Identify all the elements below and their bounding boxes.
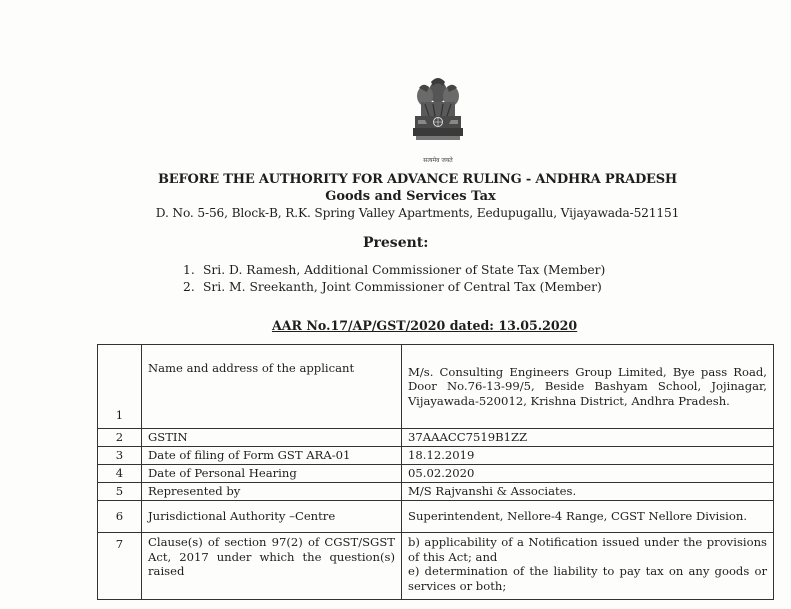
member-item	[183, 279, 605, 296]
row-label: Date of filing of Form GST ARA-01	[142, 447, 402, 465]
row-value	[402, 533, 774, 600]
table-row	[98, 447, 774, 465]
table-row	[98, 483, 774, 501]
national-emblem-icon	[403, 72, 473, 154]
row-value: 37AAACC7519B1ZZ	[402, 429, 774, 447]
row-value-line: e) determination of the liability to pay tax on any goods or services or both;	[408, 564, 767, 593]
row-label: Name and address of the applicant	[142, 345, 402, 429]
ruling-number: AAR No.17/AP/GST/2020 dated: 13.05.2020	[272, 318, 578, 333]
row-serial: 5	[98, 483, 142, 501]
table-row	[98, 501, 774, 533]
present-heading: Present:	[363, 235, 429, 251]
row-serial: 4	[98, 465, 142, 483]
members-list	[183, 262, 605, 296]
row-value-line: b) applicability of a Notification issued under the provisions of this Act; and	[408, 535, 767, 564]
member-name: Sri. D. Ramesh, Additional Commissioner of State Tax (Member)	[203, 263, 606, 277]
row-serial: 3	[98, 447, 142, 465]
row-value: M/s. Consulting Engineers Group Limited, Bye pass Road, Door No.76-13-99/5, Beside Bashyam School, Jojinagar, Vijayawada-520012, Krishna District, Andhra Pradesh.	[402, 345, 774, 429]
authority-address: D. No. 5-56, Block-B, R.K. Spring Valley Apartments, Eedupugallu, Vijayawada-521151	[155, 206, 680, 220]
row-label: GSTIN	[142, 429, 402, 447]
authority-subtitle: Goods and Services Tax	[325, 189, 496, 204]
row-label: Clause(s) of section 97(2) of CGST/SGST Act, 2017 under which the question(s) raised	[142, 533, 402, 600]
table-row	[98, 429, 774, 447]
row-label: Date of Personal Hearing	[142, 465, 402, 483]
member-name: Sri. M. Sreekanth, Joint Commissioner of Central Tax (Member)	[203, 280, 602, 294]
table-row	[98, 465, 774, 483]
member-number: 2.	[183, 280, 195, 294]
table-row	[98, 533, 774, 600]
row-value: 05.02.2020	[402, 465, 774, 483]
row-serial: 1	[98, 345, 142, 429]
row-value: 18.12.2019	[402, 447, 774, 465]
member-item	[183, 262, 605, 279]
row-serial: 6	[98, 501, 142, 533]
national-emblem	[403, 72, 473, 164]
member-number: 1.	[183, 263, 195, 277]
emblem-motto: सत्यमेव जयते	[423, 157, 453, 164]
row-value: M/S Rajvanshi & Associates.	[402, 483, 774, 501]
row-label: Represented by	[142, 483, 402, 501]
table-row	[98, 345, 774, 429]
authority-title: BEFORE THE AUTHORITY FOR ADVANCE RULING - ANDHRA PRADESH	[157, 172, 678, 187]
row-label: Jurisdictional Authority –Centre	[142, 501, 402, 533]
row-serial: 2	[98, 429, 142, 447]
row-serial: 7	[98, 533, 142, 600]
applicant-details-table	[97, 344, 774, 600]
row-value: Superintendent, Nellore-4 Range, CGST Nellore Division.	[402, 501, 774, 533]
